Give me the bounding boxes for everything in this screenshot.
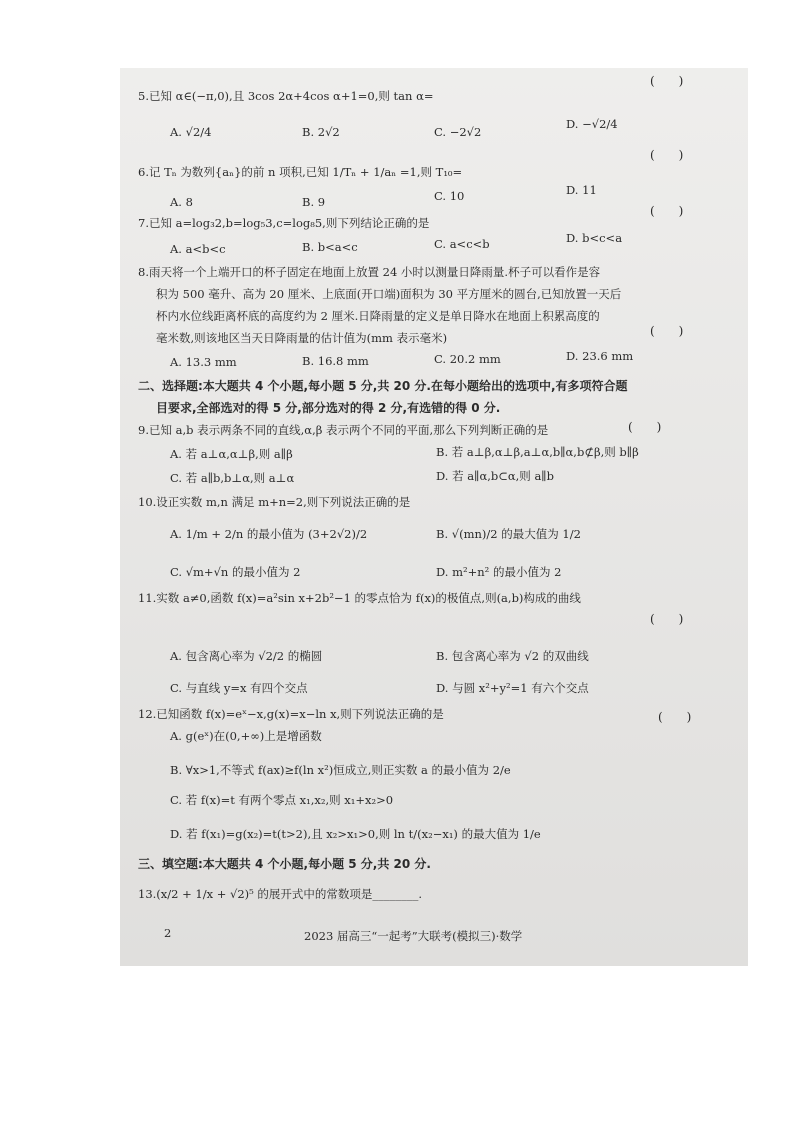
question-12-option-a: A. g(eˣ)在(0,+∞)上是增函数 <box>170 729 322 743</box>
question-6-option-b: B. 9 <box>302 195 326 209</box>
question-10-option-d: D. m²+n² 的最小值为 2 <box>436 565 562 579</box>
question-7-stem: 7.已知 a=log₃2,b=log₅3,c=log₈5,则下列结论正确的是 <box>138 216 430 230</box>
question-9-option-b: B. 若 a⊥β,α⊥β,a⊥α,b∥α,b⊄β,则 b∥β <box>436 445 639 459</box>
section-2-title-line-1: 二、选择题:本大题共 4 个小题,每小题 5 分,共 20 分.在每小题给出的选项中,有多项符合题 <box>138 379 628 393</box>
question-9-option-c: C. 若 a∥b,b⊥α,则 a⊥α <box>170 471 295 485</box>
answer-paren: ( ) <box>658 710 692 724</box>
question-11-stem: 11.实数 a≠0,函数 f(x)=a²sin x+2b²−1 的零点恰为 f(x)的极值点,则(a,b)构成的曲线 <box>138 591 581 605</box>
question-10-option-b: B. √(mn)/2 的最大值为 1/2 <box>436 527 581 541</box>
question-12-option-d: D. 若 f(x₁)=g(x₂)=t(t>2),且 x₂>x₁>0,则 ln t/(x₂−x₁) 的最大值为 1/e <box>170 827 541 841</box>
question-8-line-2: 积为 500 毫升、高为 20 厘米、上底面(开口端)面积为 30 平方厘米的圆台,已知放置一天后 <box>156 287 622 301</box>
question-7-option-b: B. b<a<c <box>302 240 358 254</box>
question-5-option-a: A. √2/4 <box>170 125 212 139</box>
question-12-stem: 12.已知函数 f(x)=eˣ−x,g(x)=x−ln x,则下列说法正确的是 <box>138 707 444 721</box>
question-8-option-d: D. 23.6 mm <box>566 349 634 363</box>
question-10-stem: 10.设正实数 m,n 满足 m+n=2,则下列说法正确的是 <box>138 495 411 509</box>
answer-paren: ( ) <box>650 204 684 218</box>
question-9-stem: 9.已知 a,b 表示两条不同的直线,α,β 表示两个不同的平面,那么下列判断正确的是 <box>138 423 549 437</box>
question-8-line-3: 杯内水位线距离杯底的高度约为 2 厘米.日降雨量的定义是单日降水在地面上积累高度的 <box>156 309 600 323</box>
exam-page <box>120 68 748 966</box>
question-10-option-c: C. √m+√n 的最小值为 2 <box>170 565 301 579</box>
section-3-title: 三、填空题:本大题共 4 个小题,每小题 5 分,共 20 分. <box>138 857 431 871</box>
question-7-option-d: D. b<c<a <box>566 231 623 245</box>
question-10-option-a: A. 1/m + 2/n 的最小值为 (3+2√2)/2 <box>170 527 368 541</box>
question-6-stem: 6.记 Tₙ 为数列{aₙ}的前 n 项积,已知 1/Tₙ + 1/aₙ =1,则 T₁₀= <box>138 165 463 179</box>
question-7-option-c: C. a<c<b <box>434 237 490 251</box>
answer-paren: ( ) <box>650 148 684 162</box>
answer-paren: ( ) <box>650 324 684 338</box>
question-6-option-d: D. 11 <box>566 183 597 197</box>
question-8-line-4: 毫米数,则该地区当天日降雨量的估计值为(mm 表示毫米) <box>156 331 448 345</box>
question-5-option-b: B. 2√2 <box>302 125 340 139</box>
answer-paren: ( ) <box>628 420 662 434</box>
question-5-option-c: C. −2√2 <box>434 125 482 139</box>
question-8-option-c: C. 20.2 mm <box>434 352 501 366</box>
question-9-option-d: D. 若 a∥α,b⊂α,则 a∥b <box>436 469 554 483</box>
answer-paren: ( ) <box>650 612 684 626</box>
question-9-option-a: A. 若 a⊥α,α⊥β,则 a∥β <box>170 447 293 461</box>
question-7-option-a: A. a<b<c <box>170 242 226 256</box>
question-13-stem: 13.(x/2 + 1/x + √2)⁵ 的展开式中的常数项是________. <box>138 887 423 901</box>
question-6-option-a: A. 8 <box>170 195 193 209</box>
question-5-option-d: D. −√2/4 <box>566 117 618 131</box>
section-2-title-line-2: 目要求,全部选对的得 5 分,部分选对的得 2 分,有选错的得 0 分. <box>156 401 501 415</box>
question-11-option-c: C. 与直线 y=x 有四个交点 <box>170 681 308 695</box>
question-8-option-a: A. 13.3 mm <box>170 355 237 369</box>
page-footer: 2023 届高三“一起考”大联考(模拟三)·数学 <box>304 929 523 943</box>
question-8-line-1: 8.雨天将一个上端开口的杯子固定在地面上放置 24 小时以测量日降雨量.杯子可以看作是容 <box>138 265 601 279</box>
page-number: 2 <box>164 926 172 940</box>
question-12-option-b: B. ∀x>1,不等式 f(ax)≥f(ln x²)恒成立,则正实数 a 的最小值为 2/e <box>170 763 511 777</box>
question-8-option-b: B. 16.8 mm <box>302 354 369 368</box>
question-12-option-c: C. 若 f(x)=t 有两个零点 x₁,x₂,则 x₁+x₂>0 <box>170 793 394 807</box>
question-6-option-c: C. 10 <box>434 189 465 203</box>
question-11-option-b: B. 包含离心率为 √2 的双曲线 <box>436 649 589 663</box>
question-11-option-d: D. 与圆 x²+y²=1 有六个交点 <box>436 681 589 695</box>
answer-paren: ( ) <box>650 74 684 88</box>
question-11-option-a: A. 包含离心率为 √2/2 的椭圆 <box>170 649 323 663</box>
question-5-stem: 5.已知 α∈(−π,0),且 3cos 2α+4cos α+1=0,则 tan α= <box>138 89 434 103</box>
